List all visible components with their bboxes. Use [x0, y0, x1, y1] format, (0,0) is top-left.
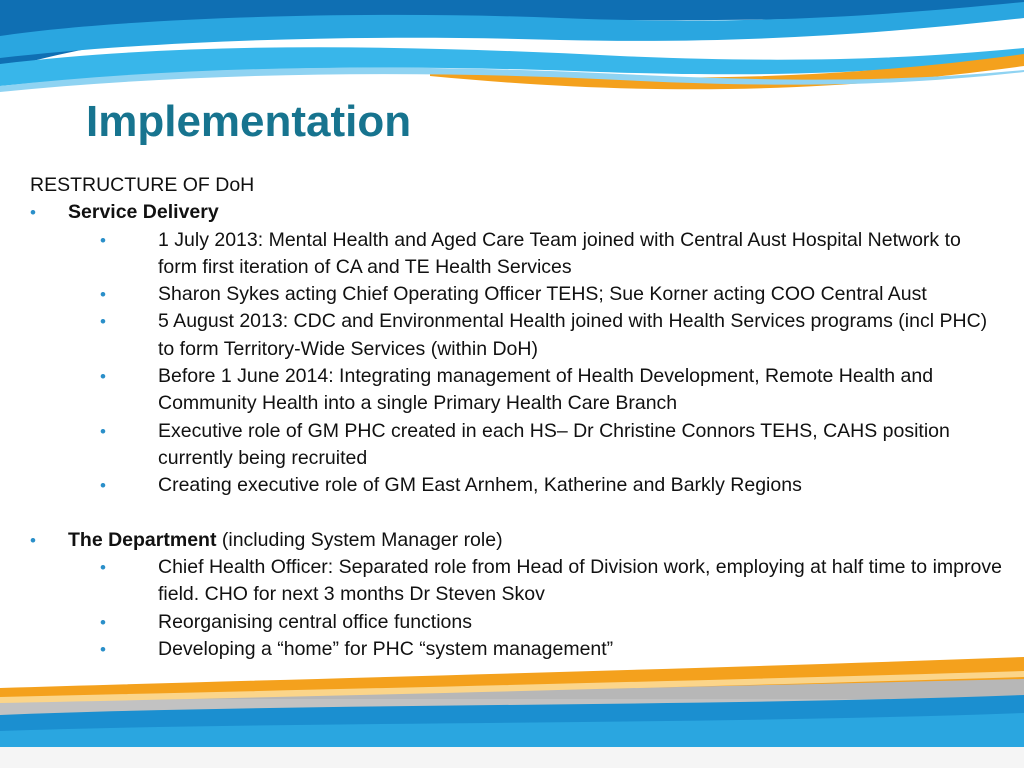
sub-bullet-text: Before 1 June 2014: Integrating management of Health Development, Remote Health and Community Health into a single Primary Health Care Branch [158, 365, 934, 415]
sub-bullet-text: Developing a “home” for PHC “system management” [158, 638, 614, 661]
bottom-band-decoration [0, 655, 1024, 768]
top-level-bullet [30, 199, 1005, 499]
sub-bullet-text: Chief Health Officer: Separated role from Head of Division work, employing at half time to improve field. CHO for next 3 months Dr Steven Skov [158, 556, 1002, 606]
sub-bullet-text: Sharon Sykes acting Chief Operating Officer TEHS; Sue Korner acting COO Central Aust [158, 283, 927, 306]
sub-bullet [100, 308, 1005, 363]
sub-bullet-text: Reorganising central office functions [158, 610, 472, 633]
section-label: Service Delivery [68, 201, 219, 224]
sub-bullet-text: Creating executive role of GM East Arnhem, Katherine and Barkly Regions [158, 474, 802, 497]
sub-bullet-text: 1 July 2013: Mental Health and Aged Care Team joined with Central Aust Hospital Network to form first iteration of CA and TE Health Services [158, 228, 961, 278]
sub-list [68, 227, 1005, 500]
section-heading: RESTRUCTURE OF DoH [30, 174, 255, 196]
bullet-glyph: • [100, 612, 106, 632]
bullet-glyph: • [100, 285, 106, 305]
sub-bullet [100, 363, 1005, 418]
bullet-glyph: • [100, 558, 106, 578]
bullet-glyph: • [100, 312, 106, 332]
bullet-glyph: • [100, 230, 106, 250]
bullet-glyph: • [100, 421, 106, 441]
section-label-suffix: (including System Manager role) [216, 528, 503, 551]
sub-bullet [100, 554, 1005, 609]
sub-bullet [100, 227, 1005, 282]
slide-title: Implementation [86, 97, 412, 146]
bullet-glyph: • [100, 476, 106, 496]
sub-bullet-text: 5 August 2013: CDC and Environmental Health joined with Health Services programs (incl PHC) to form Territory-Wide Services (within DoH) [158, 310, 988, 360]
sub-bullet-text: Executive role of GM PHC created in each HS– Dr Christine Connors TEHS, CAHS position currently being recruited [158, 419, 950, 469]
top-level-list [30, 199, 1005, 663]
section-label: The Department [68, 528, 217, 551]
bullet-glyph: • [30, 203, 36, 223]
slide-body [30, 172, 1005, 663]
bullet-glyph: • [30, 530, 36, 550]
sub-bullet [100, 609, 1005, 636]
top-level-bullet [30, 527, 1005, 663]
sub-bullet [100, 281, 1005, 308]
sub-bullet [100, 418, 1005, 473]
sub-list [68, 554, 1005, 663]
bullet-glyph: • [100, 367, 106, 387]
sub-bullet [100, 472, 1005, 499]
bullet-glyph: • [100, 640, 106, 660]
